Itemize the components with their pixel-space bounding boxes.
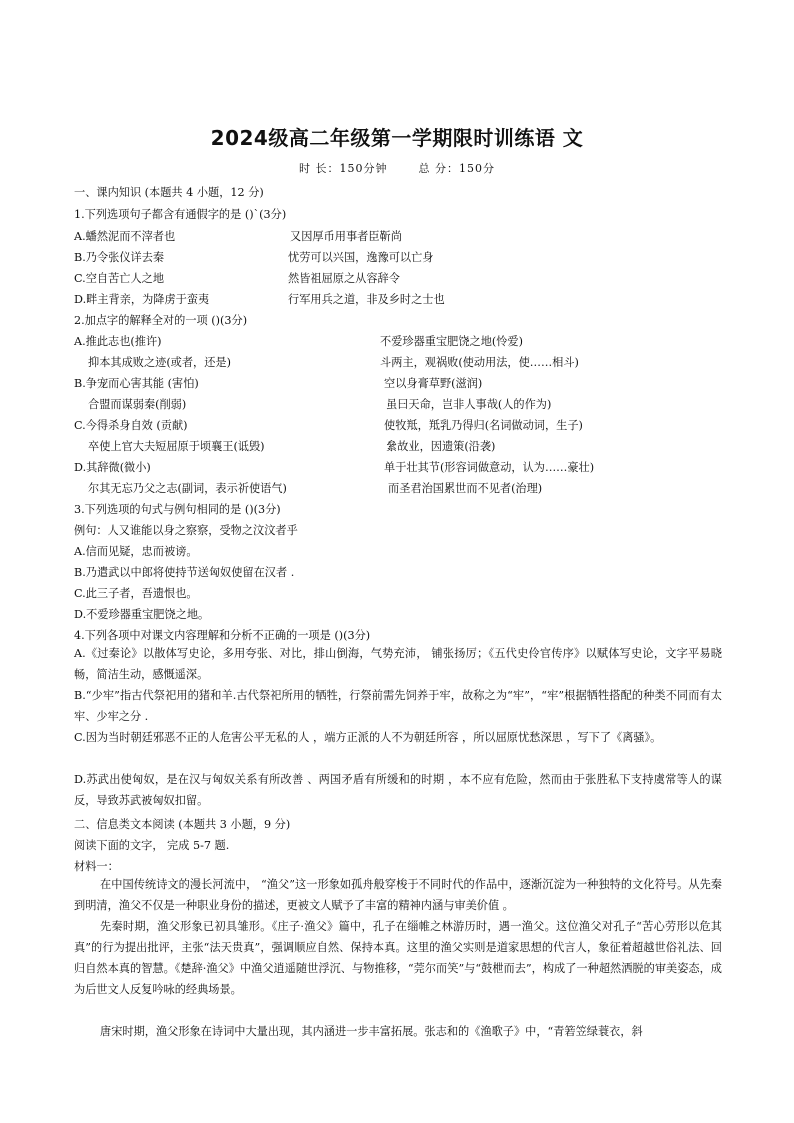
q1-option-c-right: 然皆祖屈原之从容辞令	[288, 272, 400, 285]
q2-d2-left: 尔其无忘乃父之志(副词，表示祈使语气)	[88, 482, 287, 495]
q3-option-b: B.乃遣武以中郎将使持节送匈奴使留在汉者 .	[74, 566, 295, 579]
q1-option-d-left: D.畔主背亲，为降虏于蛮夷	[74, 293, 210, 306]
exam-info	[0, 160, 794, 176]
section1-heading: 一、课内知识 (本题共 4 小题，12 分)	[74, 186, 264, 199]
q2-a1-right: 不爱珍器重宝肥饶之地(怜爱)	[380, 335, 523, 348]
section2-heading: 二、信息类文本阅读 (本题共 3 小题，9 分)	[74, 818, 291, 831]
q2-c1-left: C.今得杀身自效 (贡献)	[74, 419, 188, 432]
material-label: 材料一：	[74, 860, 119, 873]
q2-b2-left: 合盟而谋弱秦(削弱)	[88, 398, 187, 411]
q3-example: 例句：人又谁能以身之察察，受物之汶汶者乎	[74, 524, 298, 537]
q2-d2-right: 而圣君治国累世而不见者(治理)	[388, 482, 543, 495]
q1-option-a-right: 又因厚币用事者臣靳尚	[290, 230, 402, 243]
q1-option-b-left: B.乃令张仪详去秦	[74, 251, 165, 264]
q2-d1-left: D.其辞微(微小)	[74, 461, 151, 474]
q2-c2-right: 絫故业，因遗策(沿袭)	[386, 440, 496, 453]
q4-stem: 4.下列各项中对课文内容理解和分析不正确的一项是 ()(3分)	[74, 629, 371, 642]
q1-option-d-right: 行军用兵之道，非及乡时之士也	[288, 293, 445, 306]
q4-option-a: A.《过秦论》以散体写史论，多用夸张、对比，排山倒海，气势充沛， 铺张扬厉；《五代史伶官传序》以赋体写史论，文字平易晓畅，简洁生动，感慨遥深。	[74, 647, 722, 681]
material-paragraph-1: 在中国传统诗文的漫长河流中， “渔父”这一形象如孤舟般穿梭于不同时代的作品中，逐渐沉淀为一种独特的文化符号。从先秦到明清，渔父不仅是一种职业身份的描述，更被文人赋予了丰富的精神内涵与审美价值 。	[74, 878, 722, 912]
section2-instruction: 阅读下面的文字， 完成 5-7 题.	[74, 839, 230, 852]
q1-option-b-right: 忧劳可以兴国，逸豫可以亡身	[288, 251, 434, 264]
q3-stem: 3.下列选项的句式与例句相同的是 ()(3分)	[74, 503, 281, 516]
q4-option-c: C.因为当时朝廷邪恶不正的人危害公平无私的人 ，端方正派的人不为朝廷所容 ，所以屈原忧愁深思 ，写下了《离骚》。	[74, 731, 662, 744]
q2-b1-left: B.争宠而心害其能 (害怕)	[74, 377, 199, 390]
material-paragraph-3: 唐宋时期，渔父形象在诗词中大量出现，其内涵进一步丰富拓展。张志和的《渔歌子》中，“青箬笠绿蓑衣，斜	[100, 1025, 643, 1038]
q2-b2-right: 虽曰天命，岂非人事哉(人的作为)	[386, 398, 552, 411]
page-title: 2024级高二年级第一学期限时训练语 文	[210, 126, 584, 150]
q2-a2-right: 斗两主，观祸败(使动用法，使……相斗)	[380, 356, 579, 369]
q4-option-b: B.“少牢”指古代祭祀用的猪和羊.古代祭祀所用的牺牲，行祭前需先饲养于牢，故称之为“牢”，“牢”根据牺牲搭配的种类不同而有太牢、少牢之分 .	[74, 689, 722, 723]
q2-c1-right: 使牧羝，羝乳乃得归(名词做动词，生子)	[384, 419, 583, 432]
q1-option-c-left: C.空自苦亡人之地	[74, 272, 165, 285]
q2-stem: 2.加点字的解释全对的一项 ()(3分)	[74, 314, 248, 327]
q2-a2-left: 抑本其成败之迹(或者，还是)	[88, 356, 231, 369]
exam-total-score: 总 分：150分	[418, 162, 495, 175]
q2-d1-right: 单于壮其节(形容词做意动，认为……豪壮)	[384, 461, 595, 474]
q1-stem: 1.下列选项句子都含有通假字的是 ()`(3分)	[74, 208, 287, 221]
q3-option-a: A.信而见疑，忠而被谤。	[74, 545, 198, 558]
q2-c2-left: 卒使上官大夫短屈原于顷襄王(诋毁)	[88, 440, 265, 453]
exam-duration: 时 长：150分钟	[299, 162, 388, 175]
q1-option-a-left: A.蟠然泥而不滓者也	[74, 230, 176, 243]
q2-a1-left: A.推此志也(推许)	[74, 335, 162, 348]
q3-option-c: C.此三子者，吾遗恨也。	[74, 587, 198, 600]
material-paragraph-2: 先秦时期，渔父形象已初具雏形。《庄子·渔父》篇中，孔子在缁帷之林游历时，遇一渔父。这位渔父对孔子“苦心劳形以危其真”的行为提出批评，主张“法天贵真”，强调顺应自然、保持本真。这里的渔父实则是道家思想的代言人，象征着超越世俗礼法、回归自然本真的智慧。《楚辞·渔父》中渔父逍遥随世浮沉、与物推移，“莞尔而笑”与“鼓枻而去”，构成了一种超然洒脱的审美姿态，成为后世文人反复吟咏的经典场景。	[74, 920, 722, 996]
q2-b1-right: 空以身膏草野(滋润)	[384, 377, 483, 390]
q3-option-d: D.不爱珍器重宝肥饶之地。	[74, 608, 210, 621]
q4-option-d: D.苏武出使匈奴，是在汉与匈奴关系有所改善 、两国矛盾有所缓和的时期 ，本不应有危险，然而由于张胜私下支持虞常等人的谋反，导致苏武被匈奴扣留。	[74, 773, 722, 807]
